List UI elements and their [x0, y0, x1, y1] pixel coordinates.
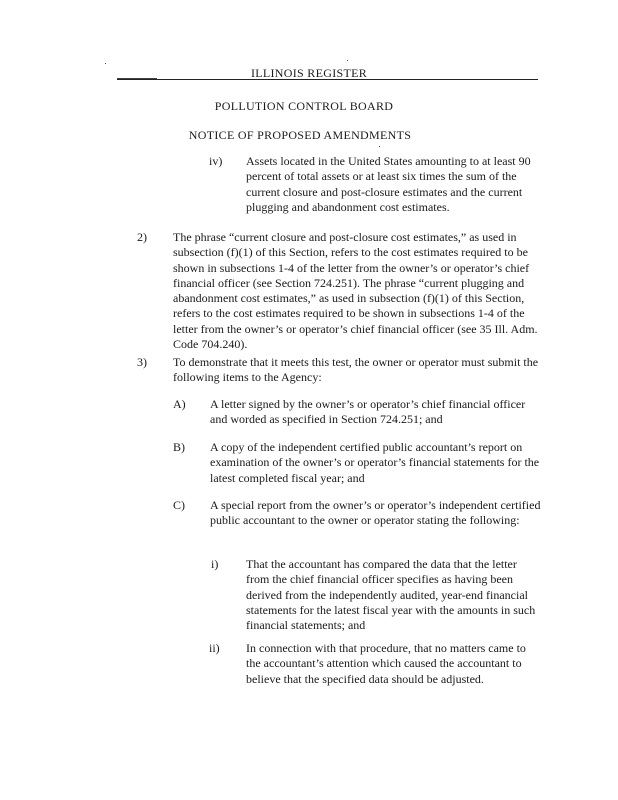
item-text-A [210, 397, 543, 428]
item-paragraph: To demonstrate that it meets this test, the owner or operator must submit the following items to the Agency: [173, 355, 539, 385]
scan-speck [105, 63, 106, 64]
item-paragraph: A special report from the owner’s or operator’s independent certified public accountant to the owner or operator stating the following: [210, 498, 541, 528]
board-title: POLLUTION CONTROL BOARD [214, 99, 394, 113]
item-text-2 [173, 230, 545, 352]
item-text-iv [246, 154, 544, 215]
item-label-C: C) [173, 498, 185, 512]
item-text-ii [246, 641, 541, 687]
item-label-B: B) [173, 440, 185, 454]
register-title: ILLINOIS REGISTER [250, 66, 368, 80]
scan-speck [347, 60, 348, 61]
scan-speck [379, 146, 380, 147]
item-label-3: 3) [137, 355, 147, 369]
item-paragraph: Assets located in the United States amounting to at least 90 percent of total assets or at least six times the sum of the current closure and post-closure estimates and the current plugging and abandonment cost estimates. [246, 154, 531, 214]
item-paragraph: That the accountant has compared the data that the letter from the chief financial officer specifies as having been derived from the independently audited, year-end financial statements for the latest fiscal year with the amounts in such financial statements; and [246, 557, 536, 633]
item-label-A: A) [173, 397, 186, 411]
notice-title: NOTICE OF PROPOSED AMENDMENTS [188, 128, 412, 142]
item-text-C [210, 498, 543, 529]
item-label-iv: iv) [209, 154, 223, 168]
item-label-ii: ii) [209, 641, 220, 655]
item-text-3 [173, 355, 545, 386]
item-paragraph: A copy of the independent certified public accountant’s report on examination of the owner’s or operator’s financial statements for the latest completed fiscal year; and [210, 440, 540, 485]
item-paragraph: The phrase “current closure and post-closure cost estimates,” as used in subsection (f)(1) of this Section, refers to the cost estimates required to be shown in subsections 1-4 of the letter from the owner’s or operator’s chief financial officer (see Section 724.251). The phrase “current plugging and abandonment cost estimates,” as used in subsection (f)(1) of this Section, refers to the cost estimates required to be shown in subsections 1-4 of the letter from the owner’s or operator’s chief financial officer (see 35 Ill. Adm. Code 704.240). [173, 230, 538, 352]
item-label-2: 2) [137, 230, 147, 244]
item-label-i: i) [211, 557, 219, 571]
item-paragraph: In connection with that procedure, that no matters came to the accountant’s attention which caused the accountant to believe that the specified data should be adjusted. [246, 641, 526, 686]
item-text-B [210, 440, 543, 486]
item-paragraph: A letter signed by the owner’s or operator’s chief financial officer and worded as specified in Section 724.251; and [210, 397, 526, 427]
item-text-i [246, 557, 541, 633]
header-rule [117, 79, 538, 80]
